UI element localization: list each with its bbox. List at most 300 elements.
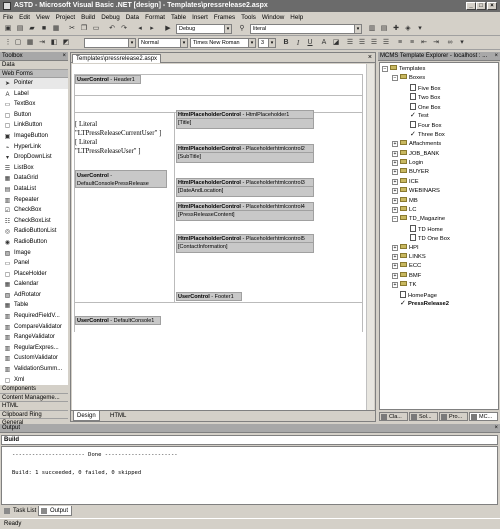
menu-build[interactable]: Build bbox=[81, 14, 96, 21]
tree-node-label: Affachments bbox=[409, 141, 442, 148]
expand-icon[interactable]: + bbox=[393, 272, 397, 279]
tree-node[interactable] bbox=[392, 253, 426, 262]
tree-node-label: TD_Magazine bbox=[409, 216, 446, 223]
add-item-icon[interactable]: ▤ bbox=[16, 25, 24, 32]
element-select[interactable] bbox=[84, 38, 136, 48]
separator: - bbox=[240, 180, 246, 186]
explorer-tab[interactable]: Pro... bbox=[439, 412, 468, 421]
tree-node[interactable] bbox=[402, 225, 443, 234]
toolbox-item-icon: ▥ bbox=[4, 324, 11, 331]
toolbox-item[interactable] bbox=[0, 120, 68, 131]
toolbox-item[interactable] bbox=[0, 78, 68, 89]
toolbox-item[interactable] bbox=[0, 89, 68, 100]
toolbox-item-label: Xml bbox=[14, 376, 25, 383]
toolbox-item[interactable] bbox=[0, 300, 68, 311]
folder-icon bbox=[400, 140, 407, 145]
explorer-tab[interactable]: Cla... bbox=[379, 412, 408, 421]
template-icon bbox=[410, 234, 416, 241]
html-placeholder-control[interactable] bbox=[176, 234, 314, 253]
font-value: Times New Roman bbox=[193, 40, 240, 46]
italic-button[interactable]: I bbox=[296, 39, 300, 47]
checked-template-icon: ✓ bbox=[400, 300, 406, 307]
toolbox-item-icon: ▧ bbox=[4, 292, 11, 299]
close-icon[interactable]: × bbox=[62, 53, 66, 59]
tree-node-label: BUYER bbox=[409, 169, 429, 176]
expand-icon[interactable]: + bbox=[393, 169, 397, 176]
uncomment-icon[interactable]: ▦ bbox=[26, 39, 34, 46]
tree-node[interactable] bbox=[402, 131, 445, 140]
folder-icon bbox=[400, 159, 407, 164]
toolbox-item[interactable] bbox=[0, 99, 68, 110]
tree-node-label: MB bbox=[409, 197, 418, 204]
explorer-tab[interactable]: Sol... bbox=[409, 412, 438, 421]
menu-data[interactable]: Data bbox=[125, 14, 140, 21]
toolbox-item[interactable] bbox=[0, 184, 68, 195]
literal-controls[interactable] bbox=[75, 120, 173, 156]
html-placeholder-control[interactable] bbox=[176, 178, 314, 197]
toolbox-item[interactable] bbox=[0, 343, 68, 354]
toolbox-item[interactable] bbox=[0, 353, 68, 364]
toolbox-icon[interactable]: ✚ bbox=[393, 25, 399, 32]
chevron-down-icon: ▾ bbox=[224, 25, 231, 33]
toolbox-item[interactable] bbox=[0, 205, 68, 216]
toolbox-item[interactable] bbox=[0, 269, 68, 280]
tree-node[interactable] bbox=[392, 159, 423, 168]
folder-icon bbox=[400, 281, 407, 286]
toolbox-item[interactable] bbox=[0, 152, 68, 163]
tree-node[interactable] bbox=[392, 281, 416, 290]
tree-node-label: Four Box bbox=[418, 123, 442, 130]
toolbox-item-label: CheckBoxList bbox=[14, 217, 51, 224]
template-icon bbox=[410, 84, 416, 91]
toolbox-item[interactable] bbox=[0, 279, 68, 290]
default-console-user-control[interactable]: UserControl - DefaultConsole1 bbox=[75, 316, 161, 325]
table-border bbox=[74, 74, 75, 332]
output-tabs bbox=[0, 506, 500, 517]
menu-edit[interactable]: Edit bbox=[19, 14, 31, 21]
explorer-tab[interactable]: MC... bbox=[469, 412, 498, 421]
indent-icon[interactable]: ⇥ bbox=[39, 39, 45, 46]
toolbox-tab[interactable]: HTML bbox=[0, 402, 68, 411]
folder-icon bbox=[400, 74, 407, 79]
align-center-icon[interactable]: ☰ bbox=[358, 39, 366, 46]
expand-icon[interactable]: + bbox=[393, 150, 397, 157]
collapse-icon[interactable]: − bbox=[393, 75, 397, 82]
tree-node[interactable] bbox=[402, 112, 429, 121]
toolbox-item[interactable] bbox=[0, 195, 68, 206]
toolbox-item-label: CheckBox bbox=[14, 207, 42, 214]
control-id: Footer1 bbox=[214, 294, 234, 300]
chevron-down-icon: ▾ bbox=[180, 39, 187, 47]
close-button[interactable]: × bbox=[487, 2, 497, 10]
toolbox-item-icon: ⌁ bbox=[5, 144, 10, 151]
folder-icon bbox=[390, 65, 397, 70]
close-icon[interactable]: × bbox=[494, 53, 498, 59]
designer-window bbox=[70, 52, 376, 422]
toolbox-item[interactable] bbox=[0, 173, 68, 184]
toolbox-item[interactable] bbox=[0, 110, 68, 121]
output-tab[interactable]: Output bbox=[38, 506, 72, 516]
toolbox-item[interactable] bbox=[0, 375, 68, 386]
toolbox-item-label: Repeater bbox=[14, 196, 39, 203]
placeholder-header bbox=[176, 144, 314, 153]
expand-icon[interactable]: + bbox=[393, 244, 397, 251]
properties-icon[interactable]: ▤ bbox=[380, 25, 388, 32]
tree-node-label: Boxes bbox=[409, 75, 426, 82]
tree-node[interactable] bbox=[392, 206, 416, 215]
template-explorer-panel bbox=[378, 52, 500, 422]
highlight-icon[interactable]: ◪ bbox=[332, 39, 340, 46]
menu-view[interactable]: View bbox=[36, 14, 50, 21]
toolbox-item[interactable] bbox=[0, 131, 68, 142]
toolbox-item-label: Button bbox=[14, 111, 32, 118]
font-size-select[interactable] bbox=[258, 38, 276, 48]
checked-template-icon: ✓ bbox=[410, 112, 416, 119]
explorer-title: MCMS Template Explorer - localhost : ... bbox=[380, 53, 488, 59]
tree-node-label: Templates bbox=[399, 66, 426, 72]
tree-node-label: TD Home bbox=[418, 226, 443, 233]
control-type: HtmlPlaceholderControl bbox=[178, 112, 241, 118]
toolbox-item-icon: ▭ bbox=[4, 261, 11, 268]
menu-project[interactable]: Project bbox=[55, 14, 76, 21]
tree-node[interactable] bbox=[402, 103, 441, 112]
toolbox-item-icon: ▦ bbox=[4, 303, 11, 310]
toolbox-item-icon: ▾ bbox=[5, 155, 9, 162]
collapse-icon[interactable]: − bbox=[383, 66, 387, 72]
design-tab[interactable]: Design bbox=[73, 411, 100, 421]
vertical-scrollbar[interactable] bbox=[366, 64, 374, 411]
control-type: UserControl bbox=[178, 294, 210, 300]
toolbox-item-label: CompareValidator bbox=[14, 323, 62, 330]
toolbox-item-icon: ▥ bbox=[4, 356, 11, 363]
toolbox-item[interactable] bbox=[0, 216, 68, 227]
tree-node-label: Five Box bbox=[418, 85, 441, 92]
align-right-icon[interactable]: ☰ bbox=[370, 39, 378, 46]
toolbox-item-label: Calendar bbox=[14, 281, 39, 288]
tree-node[interactable] bbox=[392, 197, 418, 206]
bulleted-list-icon[interactable]: ≡ bbox=[409, 39, 415, 46]
maximize-button[interactable]: □ bbox=[476, 2, 486, 10]
formatting-toolbar bbox=[0, 37, 500, 50]
solution-config-select[interactable] bbox=[176, 24, 232, 34]
menu-tools[interactable]: Tools bbox=[241, 14, 256, 21]
view-tabs bbox=[71, 410, 375, 421]
separator: - bbox=[240, 112, 246, 118]
toolbox-header bbox=[0, 52, 68, 61]
template-icon bbox=[410, 103, 416, 110]
menu-bar bbox=[0, 12, 500, 23]
output-line: Build: 1 succeeded, 0 failed, 0 skipped bbox=[12, 470, 142, 476]
tree-node-label: PressRelease2 bbox=[408, 301, 449, 307]
save-icon[interactable]: ■ bbox=[41, 25, 47, 32]
toolbox-item-label: ListBox bbox=[14, 164, 34, 171]
toolbox-item[interactable] bbox=[0, 226, 68, 237]
chevron-down-icon: ▾ bbox=[354, 25, 361, 33]
title-bar bbox=[0, 0, 500, 12]
expand-icon[interactable]: + bbox=[393, 141, 397, 148]
toolbar-grip-icon: ⋮ bbox=[4, 39, 12, 46]
toolbox-panel bbox=[0, 52, 68, 422]
toolbox-item-icon: ▤ bbox=[4, 186, 11, 193]
find-combo[interactable] bbox=[250, 24, 362, 34]
placeholder-binding: [Title] bbox=[176, 119, 314, 129]
toolbox-item[interactable] bbox=[0, 142, 68, 153]
fill-icon[interactable]: ◩ bbox=[62, 39, 70, 46]
expand-icon[interactable]: + bbox=[393, 282, 397, 289]
new-project-icon[interactable]: ▣ bbox=[4, 25, 12, 32]
more-icon[interactable]: ▾ bbox=[460, 39, 464, 46]
placeholder-binding: [DateAndLocation] bbox=[176, 187, 314, 197]
expand-icon[interactable]: + bbox=[393, 207, 397, 213]
cut-icon[interactable]: ✂ bbox=[69, 25, 75, 32]
expand-icon[interactable]: + bbox=[393, 197, 397, 204]
explorer-header bbox=[378, 52, 500, 61]
folder-icon bbox=[400, 244, 407, 249]
toolbox-item-label: CustomValidator bbox=[14, 355, 58, 362]
menu-insert[interactable]: Insert bbox=[192, 14, 208, 21]
tree-node[interactable] bbox=[382, 65, 425, 74]
control-id: Placeholderhtmlcontrol3 bbox=[245, 180, 305, 186]
toolbox-item[interactable] bbox=[0, 163, 68, 174]
close-icon[interactable]: × bbox=[367, 54, 372, 61]
toolbox-item-icon: ▦ bbox=[4, 282, 11, 289]
folder-icon bbox=[400, 262, 407, 267]
output-panel bbox=[0, 424, 500, 518]
toolbox-item-icon: ➤ bbox=[4, 81, 11, 87]
toolbox-item-icon: ☷ bbox=[4, 218, 11, 225]
collapse-icon[interactable]: − bbox=[393, 216, 397, 223]
tree-node[interactable] bbox=[392, 244, 419, 253]
control-type: HtmlPlaceholderControl bbox=[178, 146, 241, 152]
separator: - bbox=[240, 204, 246, 210]
toolbox-item[interactable] bbox=[0, 332, 68, 343]
tree-node[interactable] bbox=[392, 272, 421, 281]
toolbox-tab[interactable]: Clipboard Ring bbox=[0, 411, 68, 420]
toolbox-item-icon: A bbox=[5, 91, 10, 98]
tree-node-label: JOB_BANK bbox=[409, 150, 440, 157]
comment-icon[interactable]: ▢ bbox=[14, 39, 22, 46]
tree-node-label: LC bbox=[409, 207, 417, 213]
tree-node-label: HomePage bbox=[408, 292, 438, 299]
menu-format[interactable]: Format bbox=[145, 14, 166, 21]
folder-icon bbox=[400, 150, 407, 155]
placeholder-header bbox=[176, 202, 314, 211]
find-in-files-icon[interactable]: ⚲ bbox=[239, 25, 245, 32]
toolbox-tab[interactable]: Components bbox=[0, 385, 68, 394]
open-icon[interactable]: ▰ bbox=[29, 25, 35, 32]
justify-icon[interactable]: ☰ bbox=[382, 39, 390, 46]
control-type: UserControl bbox=[77, 318, 109, 324]
toolbox-item-label: RadioButtonList bbox=[14, 228, 57, 235]
toolbox-item[interactable] bbox=[0, 311, 68, 322]
tree-node[interactable] bbox=[392, 150, 439, 159]
tree-node-label: BMF bbox=[409, 272, 422, 279]
toolbox-item-label: RequiredFieldV... bbox=[14, 313, 60, 320]
bookmark-icon[interactable]: ◧ bbox=[50, 39, 58, 46]
tree-node[interactable] bbox=[402, 121, 442, 130]
block-format-select[interactable] bbox=[138, 38, 188, 48]
find-combo-value: literal bbox=[253, 26, 267, 32]
class-view-icon[interactable]: ◈ bbox=[405, 25, 411, 32]
output-pane-select[interactable] bbox=[1, 435, 498, 445]
window-title: ASTD - Microsoft Visual Basic .NET [design] - Templates\pressrelease2.aspx bbox=[14, 2, 268, 9]
expand-icon[interactable]: + bbox=[393, 160, 397, 166]
literal-line: [ Literal bbox=[75, 121, 98, 128]
console-user-control[interactable]: UserControl - DefaultConsolePressRelease bbox=[75, 170, 167, 188]
tree-node-label: Three Box bbox=[418, 131, 445, 138]
html-placeholder-control[interactable] bbox=[176, 144, 314, 163]
toolbox-item-label: Table bbox=[14, 302, 29, 309]
expand-icon[interactable]: + bbox=[393, 188, 397, 195]
menu-frames[interactable]: Frames bbox=[213, 14, 236, 21]
tree-node[interactable] bbox=[392, 215, 445, 224]
font-select[interactable] bbox=[190, 38, 256, 48]
toolbox-item-icon: ▥ bbox=[4, 345, 11, 352]
toolbox-item[interactable] bbox=[0, 237, 68, 248]
tree-node-label: TD One Box bbox=[418, 236, 450, 243]
toolbox-item[interactable] bbox=[0, 364, 68, 375]
footer-user-control[interactable]: UserControl - Footer1 bbox=[176, 292, 242, 301]
toolbox-item-icon: ◉ bbox=[4, 239, 11, 246]
tree-node[interactable] bbox=[402, 234, 450, 243]
tree-node-label: TK bbox=[409, 282, 417, 289]
tree-node[interactable] bbox=[402, 93, 440, 102]
expand-icon[interactable]: + bbox=[393, 178, 397, 185]
toolbox-item-label: DataGrid bbox=[14, 175, 39, 182]
font-color-icon[interactable]: A bbox=[321, 39, 327, 46]
hyperlink-icon[interactable]: ∞ bbox=[447, 39, 453, 46]
close-icon[interactable]: × bbox=[494, 425, 498, 431]
indent-more-icon[interactable]: ⇥ bbox=[433, 39, 439, 46]
menu-window[interactable]: Window bbox=[261, 14, 285, 21]
tree-node[interactable] bbox=[392, 168, 429, 177]
toolbox-item-icon: ▨ bbox=[4, 250, 11, 257]
folder-icon bbox=[400, 197, 407, 202]
tree-node[interactable] bbox=[392, 187, 440, 196]
toolbox-tab[interactable]: Content Manageme... bbox=[0, 394, 68, 403]
html-tab[interactable]: HTML bbox=[110, 413, 127, 419]
control-type: HtmlPlaceholderControl bbox=[178, 180, 241, 186]
control-type: UserControl bbox=[77, 77, 109, 83]
control-type: HtmlPlaceholderControl bbox=[178, 236, 241, 242]
template-icon bbox=[410, 93, 416, 100]
explorer-bottom-tabs bbox=[378, 411, 500, 422]
table-border bbox=[74, 95, 362, 96]
copy-icon[interactable]: ❐ bbox=[80, 25, 88, 32]
bold-button[interactable]: B bbox=[283, 39, 289, 46]
align-left-icon[interactable]: ☰ bbox=[346, 39, 354, 46]
toolbox-item-icon: ▢ bbox=[4, 377, 11, 384]
expand-icon[interactable]: + bbox=[393, 254, 397, 260]
tree-node[interactable] bbox=[392, 140, 441, 149]
paste-icon[interactable]: ▭ bbox=[92, 25, 100, 32]
start-icon[interactable]: ▶ bbox=[165, 25, 171, 32]
toolbox-tab-data[interactable]: Data bbox=[0, 61, 68, 70]
tree-node-label: LINKS bbox=[409, 254, 426, 260]
undo-icon[interactable]: ↶ bbox=[109, 25, 115, 32]
document-tab[interactable]: Templates\pressrelease2.aspx bbox=[72, 54, 161, 63]
menu-file[interactable]: File bbox=[3, 14, 14, 21]
tree-node[interactable] bbox=[392, 74, 425, 83]
solution-explorer-icon[interactable]: ▥ bbox=[368, 25, 376, 32]
tree-node-label: One Box bbox=[418, 104, 441, 111]
literal-line: "LTPressReleaseUser" ] bbox=[75, 148, 141, 155]
tree-node-label: Two Box bbox=[418, 95, 441, 102]
tree-node-label: Login bbox=[409, 160, 424, 166]
header-user-control[interactable]: UserControl - Header1 bbox=[75, 75, 141, 84]
toolbox-item[interactable] bbox=[0, 248, 68, 259]
template-icon bbox=[410, 225, 416, 232]
toolbox-item[interactable] bbox=[0, 258, 68, 269]
table-border bbox=[174, 112, 175, 302]
template-tree bbox=[379, 62, 499, 410]
toolbox-item-label: Pointer bbox=[14, 80, 34, 86]
expand-icon[interactable]: + bbox=[393, 263, 397, 270]
output-header bbox=[0, 424, 500, 433]
tree-node[interactable] bbox=[402, 84, 441, 93]
navigate-back-icon[interactable]: ◂ bbox=[138, 25, 142, 32]
toolbox-item-icon: ▥ bbox=[4, 335, 11, 342]
toolbox-item-label: DropDownList bbox=[14, 154, 52, 161]
tree-node[interactable] bbox=[392, 300, 449, 309]
html-placeholder-control[interactable] bbox=[176, 202, 314, 221]
numbered-list-icon[interactable]: ≡ bbox=[397, 39, 403, 46]
toolbox-tab-web-forms[interactable]: Web Forms bbox=[0, 70, 68, 79]
redo-icon[interactable]: ↷ bbox=[121, 25, 127, 32]
solution-config-value: Debug bbox=[179, 26, 196, 32]
toolbox-item-icon: ▦ bbox=[4, 176, 11, 183]
table-border bbox=[74, 302, 362, 303]
status-text: Ready bbox=[4, 521, 22, 527]
design-surface[interactable] bbox=[72, 64, 367, 411]
tree-node[interactable] bbox=[392, 291, 437, 300]
more-icon[interactable]: ▾ bbox=[418, 25, 422, 32]
toolbox-item[interactable] bbox=[0, 322, 68, 333]
template-icon bbox=[410, 121, 416, 128]
toolbox-item-icon: ◎ bbox=[4, 229, 11, 236]
navigate-forward-icon[interactable]: ▸ bbox=[150, 25, 154, 32]
placeholder-header bbox=[176, 234, 314, 243]
toolbox-item-icon: ▥ bbox=[4, 367, 11, 374]
chevron-down-icon: ▾ bbox=[128, 39, 135, 47]
tree-node[interactable] bbox=[392, 262, 421, 271]
toolbox-item-icon: ▥ bbox=[4, 197, 11, 204]
menu-table[interactable]: Table bbox=[171, 14, 187, 21]
outdent-icon[interactable]: ⇤ bbox=[421, 39, 427, 46]
placeholder-header bbox=[176, 110, 314, 119]
control-id: DefaultConsolePressRelease bbox=[77, 181, 149, 187]
toolbox-item-label: RangeValidator bbox=[14, 334, 55, 341]
literal-line: "LTPressReleaseCurrentUser" ] bbox=[75, 130, 162, 137]
toolbox-item-icon: ▣ bbox=[4, 133, 11, 140]
underline-button[interactable]: U bbox=[307, 39, 313, 46]
minimize-button[interactable]: _ bbox=[466, 2, 476, 10]
tree-node[interactable] bbox=[392, 178, 419, 187]
tree-node-label: Test bbox=[418, 113, 429, 119]
template-icon bbox=[400, 291, 406, 298]
toolbox-item-label: RadioButton bbox=[14, 238, 48, 245]
output-text[interactable] bbox=[1, 446, 498, 505]
menu-debug[interactable]: Debug bbox=[101, 14, 120, 21]
task-list-tab[interactable]: Task List bbox=[2, 506, 39, 516]
toolbox-item-icon: ▢ bbox=[4, 123, 11, 130]
status-bar bbox=[0, 518, 500, 529]
toolbox-item[interactable] bbox=[0, 290, 68, 301]
html-placeholder-control[interactable] bbox=[176, 110, 314, 129]
folder-icon bbox=[400, 253, 407, 258]
save-all-icon[interactable]: ▦ bbox=[52, 25, 60, 32]
menu-help[interactable]: Help bbox=[290, 14, 304, 21]
